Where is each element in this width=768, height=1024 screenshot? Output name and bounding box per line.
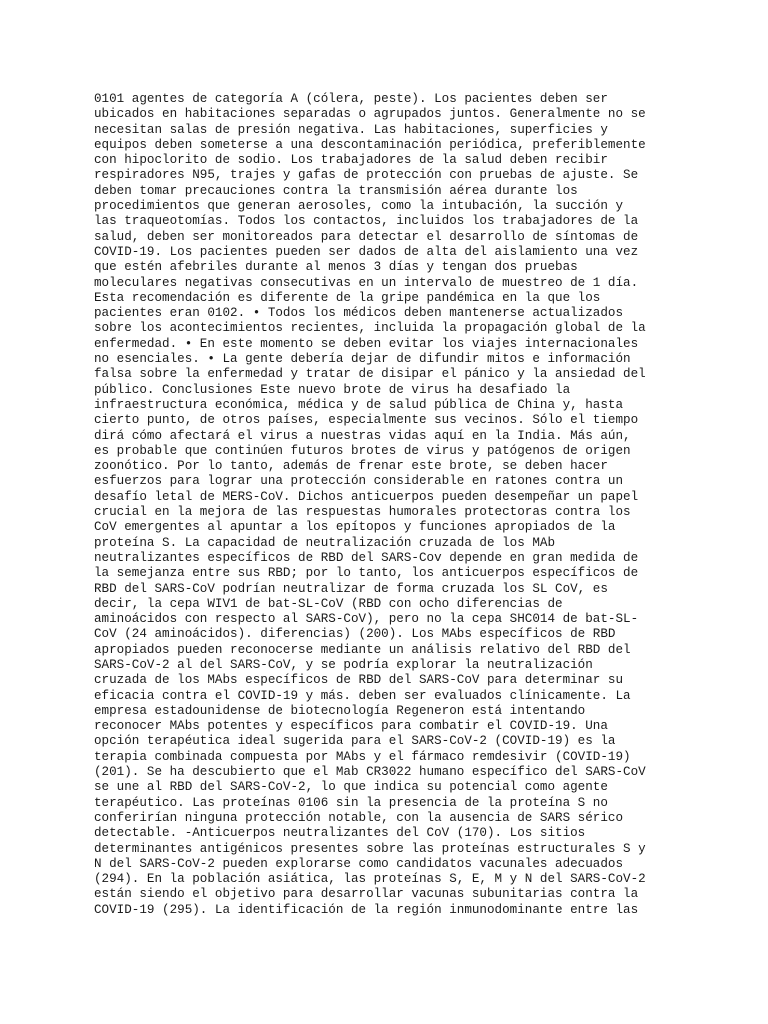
text-line: deben tomar precauciones contra la transmisión aérea durante los (94, 183, 578, 198)
text-line: (294). En la población asiática, las proteínas S, E, M y N del SARS-CoV-2 (94, 872, 646, 887)
text-line: se une al RBD del SARS-CoV-2, lo que indica su potencial como agente (94, 780, 608, 795)
text-line: CoV emergentes al apuntar a los epítopos y funciones apropiados de la (94, 520, 616, 535)
text-line: salud, deben ser monitoreados para detectar el desarrollo de síntomas de (94, 229, 639, 244)
text-line: moleculares negativas consecutivas en un intervalo de muestreo de 1 día. (94, 275, 639, 290)
text-line: determinantes antigénicos presentes sobre las proteínas estructurales S y (94, 841, 646, 856)
text-line: CoV (24 aminoácidos). diferencias) (200). Los MAbs específicos de RBD (94, 627, 616, 642)
text-line: están siendo el objetivo para desarrollar vacunas subunitarias contra la (94, 887, 639, 902)
text-line: ubicados en habitaciones separadas o agrupados juntos. Generalmente no se (94, 107, 646, 122)
text-line: sobre los acontecimientos recientes, incluida la propagación global de la (94, 321, 646, 336)
text-line: proteína S. La capacidad de neutralización cruzada de los MAb (94, 535, 556, 550)
text-line: procedimientos que generan aerosoles, como la intubación, la succión y (94, 199, 624, 214)
text-line: enfermedad. • En este momento se deben evitar los viajes internacionales (94, 336, 639, 351)
text-line: reconocer MAbs potentes y específicos para combatir el COVID-19. Una (94, 719, 608, 734)
text-line: opción terapéutica ideal sugerida para el SARS-CoV-2 (COVID-19) es la (94, 734, 616, 749)
text-line: detectable. -Anticuerpos neutralizantes del CoV (170). Los sitios (94, 826, 586, 841)
text-line: empresa estadounidense de biotecnología Regeneron está intentando (94, 703, 586, 718)
text-line: la semejanza entre sus RBD; por lo tanto, los anticuerpos específicos de (94, 566, 639, 581)
text-line: Esta recomendación es diferente de la gripe pandémica en la que los (94, 290, 601, 305)
text-line: RBD del SARS-CoV podrían neutralizar de forma cruzada los SL CoV, es (94, 581, 608, 596)
text-line: aminoácidos con respecto al SARS-CoV), pero no la cepa SHC014 de bat-SL- (94, 612, 639, 627)
text-line: equipos deben someterse a una descontaminación periódica, preferiblemente (94, 137, 646, 152)
text-line: que estén afebriles durante al menos 3 días y tengan dos pruebas (94, 260, 578, 275)
text-line: dirá cómo afectará el virus a nuestras vidas aquí en la India. Más aún, (94, 428, 631, 443)
text-line: COVID-19 (295). La identificación de la región inmunodominante entre las (94, 902, 639, 917)
text-line: terapia combinada compuesta por MAbs y el fármaco remdesivir (COVID-19) (94, 749, 631, 764)
text-line: público. Conclusiones Este nuevo brote de virus ha desafiado la (94, 382, 571, 397)
text-line: conferirían ninguna protección notable, con la ausencia de SARS sérico (94, 810, 624, 825)
text-line: respiradores N95, trajes y gafas de protección con pruebas de ajuste. Se (94, 168, 639, 183)
text-line: necesitan salas de presión negativa. Las habitaciones, superficies y (94, 122, 608, 137)
body-text (94, 92, 768, 918)
text-line: terapéutico. Las proteínas 0106 sin la presencia de la proteína S no (94, 795, 608, 810)
text-line: SARS-CoV-2 al del SARS-CoV, y se podría explorar la neutralización (94, 657, 593, 672)
text-line: con hipoclorito de sodio. Los trabajadores de la salud deben recibir (94, 153, 608, 168)
text-line: 0101 agentes de categoría A (cólera, peste). Los pacientes deben ser (94, 92, 608, 106)
text-line: neutralizantes específicos de RBD del SARS-Cov depende en gran medida de (94, 550, 639, 565)
text-line: eficacia contra el COVID-19 y más. deben ser evaluados clínicamente. La (94, 688, 631, 703)
text-line: crucial en la mejora de las respuestas humorales protectoras contra los (94, 505, 631, 520)
text-line: decir, la cepa WIV1 de bat-SL-CoV (RBD con ocho diferencias de (94, 596, 563, 611)
text-line: es probable que continúen futuros brotes de virus y patógenos de origen (94, 443, 631, 458)
text-line: zoonótico. Por lo tanto, además de frenar este brote, se deben hacer (94, 459, 608, 474)
text-line: pacientes eran 0102. • Todos los médicos deben mantenerse actualizados (94, 306, 624, 321)
text-line: COVID-19. Los pacientes pueden ser dados de alta del aislamiento una vez (94, 244, 639, 259)
text-line: N del SARS-CoV-2 pueden explorarse como candidatos vacunales adecuados (94, 856, 624, 871)
text-line: infraestructura económica, médica y de salud pública de China y, hasta (94, 397, 624, 412)
text-line: desafío letal de MERS-CoV. Dichos anticuerpos pueden desempeñar un papel (94, 489, 639, 504)
text-line: las traqueotomías. Todos los contactos, incluidos los trabajadores de la (94, 214, 639, 229)
text-line: esfuerzos para lograr una protección considerable en ratones contra un (94, 474, 624, 489)
text-line: (201). Se ha descubierto que el Mab CR3022 humano específico del SARS-CoV (94, 765, 646, 780)
text-line: cruzada de los MAbs específicos de RBD del SARS-CoV para determinar su (94, 673, 624, 688)
text-line: apropiados pueden reconocerse mediante un análisis relativo del RBD del (94, 642, 631, 657)
text-line: falsa sobre la enfermedad y tratar de disipar el pánico y la ansiedad del (94, 367, 646, 382)
text-line: no esenciales. • La gente debería dejar de difundir mitos e información (94, 352, 631, 367)
text-line: cierto punto, de otros países, especialmente sus vecinos. Sólo el tiempo (94, 413, 639, 428)
